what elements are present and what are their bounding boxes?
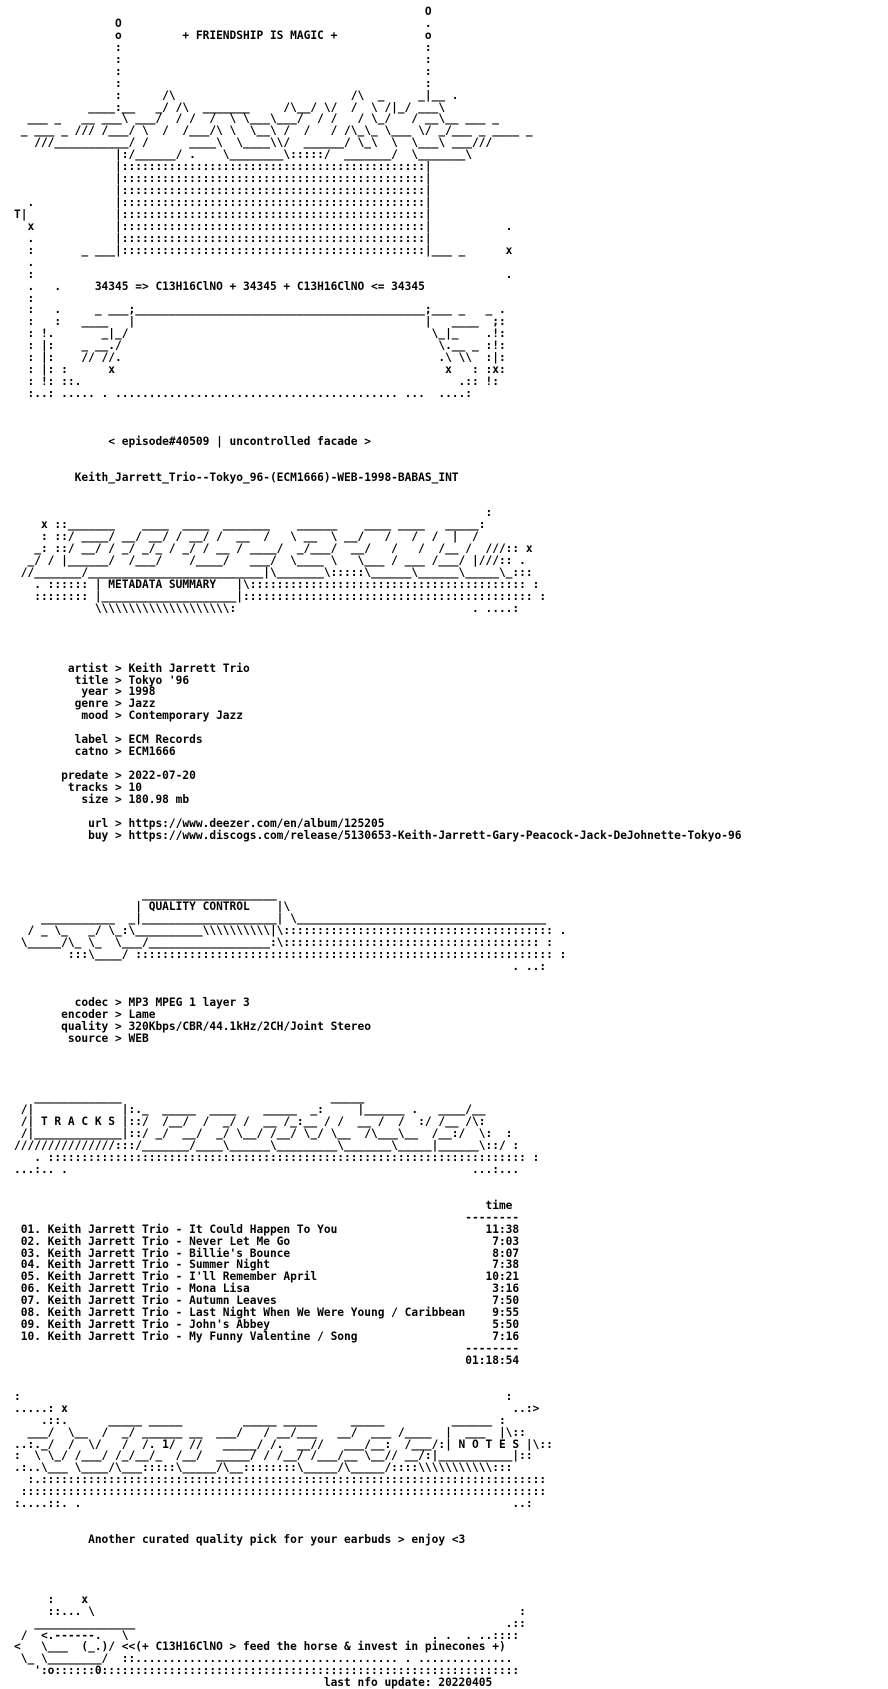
nfo-line: codec > MP3 MPEG 1 layer 3 bbox=[14, 995, 250, 1009]
nfo-line: 01:18:54 bbox=[14, 1353, 520, 1367]
nfo-line: : \ \_/ /___/ /_/__/_ /__/ _____/ / /__/ /___/__ \__// __/:|___________|:: bbox=[14, 1449, 533, 1463]
nfo-line bbox=[14, 448, 888, 460]
nfo-line: : : bbox=[14, 64, 432, 78]
nfo-line bbox=[14, 1582, 888, 1594]
nfo-line bbox=[14, 615, 888, 627]
nfo-line bbox=[14, 1176, 888, 1188]
nfo-line: : /\ /\ _ _|__ . bbox=[14, 88, 459, 102]
nfo-line: /|_____________|::/ _/ __/ _/ \__/ /__/ \_/ \__ /\___\__ /__:/ \: : bbox=[14, 1127, 513, 1141]
nfo-line: \\\\\\\\\\\\\\\\\\\\: . ....: bbox=[14, 601, 520, 615]
nfo-line bbox=[14, 400, 888, 412]
nfo-line: /| |:._ _____ ____ _____ _: |______ . ____/__ bbox=[14, 1103, 486, 1117]
nfo-line: ///___________/ / ____\ \____\\/ ______/ \_\ \ \___\ ___/// bbox=[14, 136, 493, 150]
nfo-line: : : bbox=[14, 40, 432, 54]
nfo-line: predate > 2022-07-20 bbox=[14, 769, 196, 782]
nfo-line: source > WEB bbox=[14, 1031, 149, 1045]
nfo-line bbox=[14, 1510, 888, 1522]
nfo-line bbox=[14, 842, 888, 854]
nfo-line: |:::::::::::::::::::::::::::::::::::::::::::::| bbox=[14, 160, 432, 174]
nfo-line: : bbox=[14, 506, 493, 520]
nfo-line: url > https://www.deezer.com/en/album/125205 bbox=[14, 816, 385, 830]
nfo-line: x ::_______ ____ ____ _______ ______ ____ ____ _____: bbox=[14, 518, 486, 532]
nfo-line: catno > ECM1666 bbox=[14, 745, 176, 759]
nfo-line: ':o::::::0:::::::::::::::::::::::::::::::::::::::::::::::::::::::::::::: bbox=[14, 1664, 520, 1678]
nfo-line: . . 34345 => C13H16ClNO + 34345 + C13H16ClNO <= 34345 bbox=[14, 279, 425, 293]
nfo-line: _/ / |______/ /___/ /____/ ___/ \____ \ \___ / ___ /___/ |///:: . bbox=[14, 554, 526, 568]
nfo-line: : x bbox=[14, 1592, 89, 1606]
nfo-line: 10. Keith Jarrett Trio - My Funny Valentine / Song 7:16 bbox=[14, 1330, 520, 1344]
nfo-line: :....::. . ..: bbox=[14, 1497, 533, 1511]
nfo-line: buy > https://www.discogs.com/release/5130653-Keith-Jarrett-Gary-Peacock-Jack-DeJohnette-Tokyo-96 bbox=[14, 828, 742, 842]
nfo-line bbox=[14, 806, 888, 818]
nfo-line: 07. Keith Jarrett Trio - Autumn Leaves 7:50 bbox=[14, 1294, 520, 1308]
nfo-line: ___/ \__ / _/ ______ __ ___/ / __/___ __/ ___ /____ | ___ |\:: bbox=[14, 1425, 526, 1439]
nfo-line: .::. _____ _____ _____ _____ _____ ______ : bbox=[14, 1413, 506, 1427]
nfo-line: : : bbox=[14, 52, 432, 66]
nfo-line: ///////////////:::/_______/____\______\_________\_______\_____|______\::/ : bbox=[14, 1139, 520, 1153]
nfo-line: : . bbox=[14, 267, 513, 281]
nfo-line bbox=[14, 973, 888, 985]
nfo-line bbox=[14, 639, 888, 651]
nfo-line: :::::::::::::::::::::::::::::::::::::::::::::::::::::::::::::::::::::::::::::: bbox=[14, 1485, 547, 1499]
nfo-line: size > 180.98 mb bbox=[14, 792, 190, 806]
nfo-line bbox=[14, 1546, 888, 1558]
nfo-line: _____________ _____ bbox=[14, 1091, 365, 1105]
nfo-line: 09. Keith Jarrett Trio - John's Abbey 5:50 bbox=[14, 1318, 520, 1332]
nfo-line: : |: // //. .\ \\ :|: bbox=[14, 351, 506, 365]
nfo-line bbox=[14, 1057, 888, 1069]
nfo-line: Another curated quality pick for your earbuds > enjoy <3 bbox=[14, 1533, 466, 1546]
nfo-line bbox=[14, 1367, 888, 1379]
nfo-line: T| |:::::::::::::::::::::::::::::::::::::::::::::| bbox=[14, 207, 432, 221]
nfo-line: 04. Keith Jarrett Trio - Summer Night 7:38 bbox=[14, 1258, 520, 1272]
nfo-line: title > Tokyo '96 bbox=[14, 673, 190, 687]
nfo-line: artist > Keith Jarrett Trio bbox=[14, 661, 250, 675]
nfo-line: ::... \ : bbox=[14, 1604, 526, 1618]
nfo-line bbox=[14, 424, 888, 436]
nfo-line: | QUALITY CONTROL |\ bbox=[14, 900, 291, 914]
nfo-line: _: ::/ __/ / _/ _/_ / _/ / __ / ____/ _/___/ __/ / / /__ / ///:: x bbox=[14, 542, 533, 556]
nfo-line: mood > Contemporary Jazz bbox=[14, 709, 244, 723]
nfo-line: : !. _|_/ \_|_ .!: bbox=[14, 327, 506, 341]
nfo-line: ..:._/ / \/ / /. 1/ // _____/ /. __// ___/__: /___/:| N O T E S |\:: bbox=[14, 1437, 553, 1451]
nfo-line bbox=[14, 1570, 888, 1582]
nfo-line: x |:::::::::::::::::::::::::::::::::::::::::::::| . bbox=[14, 219, 513, 233]
nfo-line: :::::::: |____________________|::::::::::::::::::::::::::::::::::::::::::: : bbox=[14, 589, 547, 603]
nfo-line: 01. Keith Jarrett Trio - It Could Happen To You 11:38 bbox=[14, 1222, 520, 1236]
nfo-line: ____:__ _/ /\ _______ /\__/ \/ / \ /|_/ ___\ bbox=[14, 100, 446, 114]
nfo-line: year > 1998 bbox=[14, 685, 156, 699]
nfo-line: :.::::::::::::::::::::::::::::::::::::::::::::::::::::::::::::::::::::::::::: bbox=[14, 1473, 547, 1487]
nfo-line bbox=[14, 1379, 888, 1391]
nfo-line: : |: _ __./ \.__ _ :!: bbox=[14, 339, 506, 353]
nfo-line: /| T R A C K S |::/ /__/ / _/ / __ /_:__ / / __ / / :/ /__ /\: bbox=[14, 1115, 486, 1129]
nfo-line: -------- bbox=[14, 1342, 520, 1355]
nfo-line: : bbox=[14, 291, 35, 305]
nfo-line: 03. Keith Jarrett Trio - Billie's Bounce 8:07 bbox=[14, 1246, 520, 1260]
nfo-line: . bbox=[14, 255, 35, 269]
nfo-line: |:/______/ . \________\:::::/ _______/ \_______\ bbox=[14, 148, 473, 162]
nfo-line bbox=[14, 1068, 888, 1080]
nfo-line: _ ___ _ /// /___/ \ / /___/\ \ \__\ / / / /\_\_ \___ \/ _/___ _ ____ _ bbox=[14, 124, 533, 138]
nfo-line bbox=[14, 854, 888, 866]
nfo-line: .....: x ..:> bbox=[14, 1401, 540, 1415]
nfo-line: . ::::::::::::::::::::::::::::::::::::::::::::::::::::::::::::::::::::::: : bbox=[14, 1151, 540, 1164]
nfo-line: quality > 320Kbps/CBR/44.1kHz/2CH/Joint Stereo bbox=[14, 1019, 371, 1033]
nfo-line bbox=[14, 1188, 888, 1200]
nfo-line bbox=[14, 484, 888, 496]
nfo-line: \_ \________/ ::....................................... . .............. bbox=[14, 1652, 513, 1666]
nfo-line: ...:.. . ...:... bbox=[14, 1162, 520, 1176]
nfo-line: O bbox=[14, 5, 432, 18]
nfo-line: _______________ .:: bbox=[14, 1616, 526, 1630]
nfo-line: ___ _ __ ___\ ___/ / / / \ \___\___/ / / / \_/ / __\__ ___ _ bbox=[14, 112, 499, 126]
nfo-line bbox=[14, 1045, 888, 1057]
nfo-line: . |:::::::::::::::::::::::::::::::::::::::::::::| bbox=[14, 231, 432, 245]
nfo-line: 05. Keith Jarrett Trio - I'll Remember April 10:21 bbox=[14, 1270, 520, 1284]
nfo-line: < episode#40509 | uncontrolled facade > bbox=[14, 434, 371, 448]
nfo-line: \_____/\_ \_ \___/__________________:\:::::::::::::::::::::::::::::::::::::: : bbox=[14, 936, 553, 950]
nfo-line: < \___ (_.)/ <<(+ C13H16ClNO > feed the horse & invest in pinecones +) bbox=[14, 1640, 506, 1654]
nfo-line: last nfo update: 20220405 bbox=[14, 1676, 493, 1689]
nfo-line: : |: : x x : :x: bbox=[14, 363, 506, 377]
nfo-line: ____________________ bbox=[14, 888, 277, 902]
nfo-line: tracks > 10 bbox=[14, 780, 142, 794]
nfo-line: 06. Keith Jarrett Trio - Mona Lisa 3:16 bbox=[14, 1282, 520, 1296]
nfo-line: 08. Keith Jarrett Trio - Last Night When We Were Young / Caribbean 9:55 bbox=[14, 1306, 520, 1320]
nfo-line: :::\____/ :::::::::::::::::::::::::::::::::::::::::::::::::::::::::::::: : bbox=[14, 948, 567, 962]
nfo-line: . |:::::::::::::::::::::::::::::::::::::::::::::| bbox=[14, 196, 432, 209]
nfo-line: Keith_Jarrett_Trio--Tokyo_96-(ECM1666)-WEB-1998-BABAS_INT bbox=[14, 470, 459, 484]
nfo-line: .:..\___ \____/\___:::::\_____/\__::::::::\_____/\_____/::::\\\\\\\\\\\::: bbox=[14, 1461, 513, 1475]
nfo-line: . :::::: | METADATA SUMMARY |\::::::::::::::::::::::::::::::::::::::::: : bbox=[14, 578, 540, 591]
nfo-line: |:::::::::::::::::::::::::::::::::::::::::::::| bbox=[14, 172, 432, 186]
nfo-line: :..: ..... . .......................................... ... ....: bbox=[14, 387, 473, 400]
nfo-line: : !: ::. .:: !: bbox=[14, 375, 499, 389]
nfo-line: : _ ___|:::::::::::::::::::::::::::::::::::::::::::::|___ _ x bbox=[14, 243, 513, 257]
nfo-line: 02. Keith Jarrett Trio - Never Let Me Go 7:03 bbox=[14, 1234, 520, 1248]
nfo-line: |:::::::::::::::::::::::::::::::::::::::::::::| bbox=[14, 184, 432, 198]
nfo-line: o + FRIENDSHIP IS MAGIC + o bbox=[14, 28, 432, 42]
nfo-line: ___________ _|____________________| \_____________________________________ bbox=[14, 912, 547, 926]
nfo-line: -------- bbox=[14, 1210, 520, 1224]
nfo-line bbox=[14, 651, 888, 663]
nfo-line bbox=[14, 627, 888, 639]
nfo-line: / _ \_ _/ \_:\__________\\\\\\\\\\|\:::::::::::::::::::::::::::::::::::::::: . bbox=[14, 924, 567, 938]
nfo-line: //_______/__________________________|\_______\:::::\______\______\_____\_::: bbox=[14, 566, 533, 580]
nfo-line: / <.------. \ . . . ..:::: bbox=[14, 1628, 520, 1642]
nfo-line bbox=[14, 866, 888, 878]
nfo-line: : ::/ ____/ __/ __/ / __/ / __ / \ __ \ __/ / / / | / bbox=[14, 530, 479, 544]
nfo-line: : : ____ | | ____ ;: bbox=[14, 315, 506, 329]
nfo-line: : : bbox=[14, 76, 432, 90]
nfo-line bbox=[14, 412, 888, 424]
nfo-line bbox=[14, 460, 888, 472]
nfo-line: time bbox=[14, 1198, 513, 1212]
nfo-line: encoder > Lame bbox=[14, 1007, 156, 1021]
nfo-line: genre > Jazz bbox=[14, 697, 156, 711]
nfo-line: O . bbox=[14, 16, 432, 30]
nfo-line: label > ECM Records bbox=[14, 733, 203, 747]
nfo-line: : : bbox=[14, 1389, 513, 1403]
nfo-line: : . _ ___;___________________________________________;___ _ _ . bbox=[14, 303, 506, 317]
nfo-line: . ..: bbox=[14, 960, 547, 973]
nfo-line bbox=[14, 1558, 888, 1570]
